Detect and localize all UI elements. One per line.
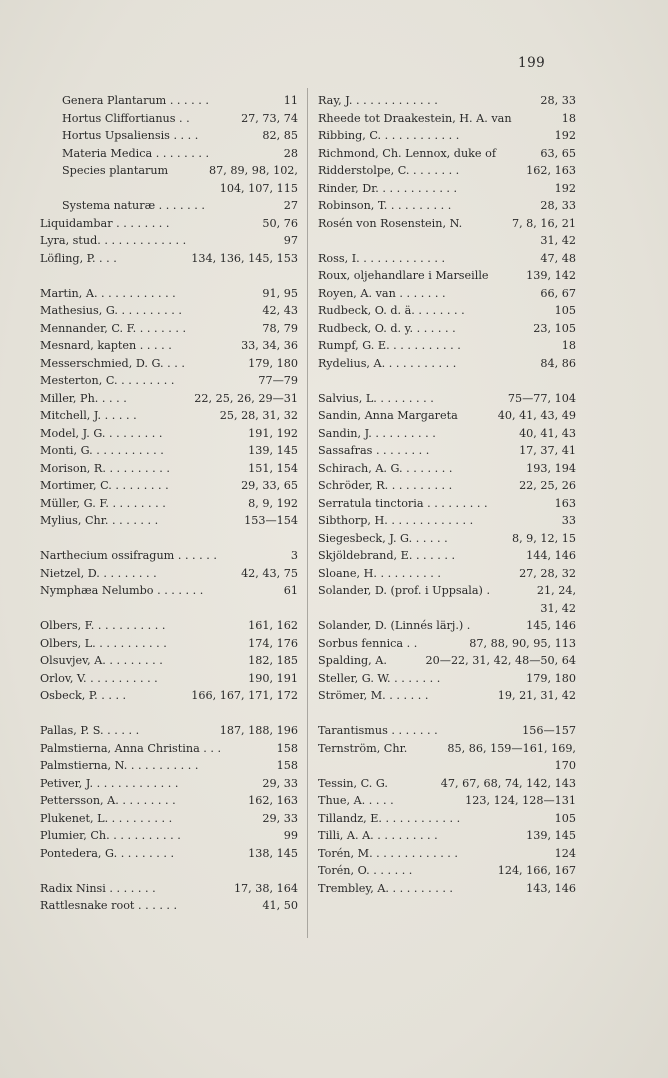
index-entry bbox=[318, 285, 576, 303]
index-entry bbox=[40, 617, 298, 635]
index-entry-pages: 151, 154 bbox=[248, 461, 298, 475]
index-entry-term: Lyra, stud. . . . . . . . . . . . . bbox=[40, 234, 187, 247]
index-entry-term: Nietzel, D. . . . . . . . . bbox=[40, 566, 157, 580]
index-entry bbox=[40, 355, 298, 373]
index-entry-pages: 31, 42 bbox=[540, 601, 576, 615]
index-entry-continuation bbox=[40, 180, 298, 198]
index-entry-term: Mylius, Chr. . . . . . . . bbox=[40, 514, 159, 527]
index-entry bbox=[40, 477, 298, 495]
index-entry-pages: 21, 24, bbox=[536, 584, 576, 597]
index-entry bbox=[40, 442, 298, 460]
index-column-left bbox=[40, 92, 298, 915]
index-entry-term: Robinson, T. . . . . . . . . . bbox=[318, 199, 452, 212]
index-entry bbox=[318, 92, 576, 110]
index-entry-term: Rosén von Rosenstein, N. bbox=[318, 216, 463, 230]
index-entry-pages: 174, 176 bbox=[248, 636, 298, 650]
index-entry-pages: 27, 28, 32 bbox=[519, 566, 576, 580]
index-entry bbox=[40, 775, 298, 793]
index-entry-pages: 124 bbox=[554, 846, 576, 860]
index-entry-pages: 193, 194 bbox=[526, 461, 576, 475]
index-entry-term: Pallas, P. S. . . . . . bbox=[40, 724, 140, 737]
index-entry-pages: 19, 21, 31, 42 bbox=[497, 689, 576, 702]
index-entry bbox=[40, 880, 298, 898]
index-entry-term: Palmstierna, N. . . . . . . . . . . bbox=[40, 759, 199, 772]
index-entry-pages: 139, 145 bbox=[526, 829, 576, 842]
index-entry-pages: 27 bbox=[283, 199, 298, 212]
index-entry-pages: 139, 145 bbox=[248, 444, 298, 457]
index-entry-term: Ternström, Chr. bbox=[318, 741, 408, 755]
index-entry-term: Mathesius, G. . . . . . . . . . bbox=[40, 304, 182, 317]
index-entry-pages: 158 bbox=[276, 759, 298, 772]
index-entry-term: Olsuvjev, A. . . . . . . . . bbox=[40, 654, 163, 667]
index-entry bbox=[40, 127, 298, 145]
index-entry-pages: 91, 95 bbox=[262, 286, 298, 300]
column-divider bbox=[307, 88, 308, 938]
index-entry bbox=[40, 390, 298, 408]
index-entry-term: Martin, A. . . . . . . . . . . . bbox=[40, 286, 176, 300]
index-entry bbox=[318, 320, 576, 338]
index-entry-pages: 153—154 bbox=[244, 514, 298, 527]
index-entry-pages: 25, 28, 31, 32 bbox=[219, 409, 298, 422]
index-entry-pages: 138, 145 bbox=[248, 846, 298, 860]
index-entry-pages: 17, 37, 41 bbox=[519, 444, 576, 457]
index-column-right bbox=[318, 92, 576, 897]
index-entry-pages: 84, 86 bbox=[540, 356, 576, 370]
index-entry-term: Olbers, F. . . . . . . . . . . bbox=[40, 619, 166, 632]
index-entry bbox=[318, 722, 576, 740]
index-entry-pages: 87, 89, 98, 102, bbox=[209, 164, 298, 177]
index-entry-term: Löfling, P. . . . bbox=[40, 251, 117, 265]
index-entry-term: Roux, oljehandlare i Marseille bbox=[318, 269, 489, 282]
index-entry-pages: 29, 33 bbox=[262, 811, 298, 825]
index-entry-pages: 23, 105 bbox=[533, 321, 576, 335]
index-entry-pages: 162, 163 bbox=[526, 164, 576, 177]
index-entry bbox=[40, 897, 298, 915]
index-entry bbox=[318, 582, 576, 600]
index-entry bbox=[40, 302, 298, 320]
index-entry-term: Radix Ninsi . . . . . . . bbox=[40, 881, 156, 895]
index-entry bbox=[318, 355, 576, 373]
index-entry-term: Genera Plantarum . . . . . . bbox=[62, 94, 209, 107]
index-entry-term: Mesterton, C. . . . . . . . . bbox=[40, 374, 175, 387]
index-entry bbox=[40, 722, 298, 740]
index-entry-pages: 104, 107, 115 bbox=[219, 181, 298, 195]
index-entry bbox=[318, 512, 576, 530]
index-entry-term: Model, J. G. . . . . . . . . bbox=[40, 426, 163, 440]
index-entry bbox=[40, 110, 298, 128]
index-entry bbox=[318, 565, 576, 583]
index-entry bbox=[40, 250, 298, 268]
index-entry-term: Siegesbeck, J. G. . . . . . bbox=[318, 531, 448, 545]
index-entry-term: Palmstierna, Anna Christina . . . bbox=[40, 741, 222, 755]
index-entry-pages: 17, 38, 164 bbox=[233, 881, 298, 895]
index-entry-pages: 156—157 bbox=[522, 724, 576, 737]
index-entry-term: Osbeck, P. . . . . bbox=[40, 689, 127, 702]
index-entry-term: Ray, J. . . . . . . . . . . . . bbox=[318, 94, 438, 107]
index-entry-term: Serratula tinctoria . . . . . . . . . bbox=[318, 496, 488, 510]
index-entry-pages: 61 bbox=[283, 584, 298, 597]
index-entry-term: Spalding, A. bbox=[318, 654, 387, 667]
index-entry-pages: 105 bbox=[554, 811, 576, 825]
index-entry bbox=[318, 127, 576, 145]
index-entry-pages: 8, 9, 192 bbox=[248, 496, 298, 510]
index-entry bbox=[40, 407, 298, 425]
index-entry-pages: 78, 79 bbox=[262, 321, 298, 335]
index-entry-term: Solander, D. (Linnés lärj.) . bbox=[318, 619, 471, 632]
index-entry-pages: 190, 191 bbox=[248, 671, 298, 685]
index-entry bbox=[40, 460, 298, 478]
index-entry-term: Tessin, C. G. bbox=[318, 776, 388, 790]
index-entry-pages: 192 bbox=[554, 129, 576, 142]
index-entry bbox=[318, 845, 576, 863]
index-entry bbox=[40, 232, 298, 250]
index-entry-term: Morison, R. . . . . . . . . . bbox=[40, 461, 170, 475]
index-entry bbox=[40, 757, 298, 775]
index-entry bbox=[40, 740, 298, 758]
index-entry-pages: 29, 33 bbox=[262, 776, 298, 790]
index-entry bbox=[318, 302, 576, 320]
index-entry bbox=[40, 827, 298, 845]
index-entry bbox=[318, 810, 576, 828]
index-entry-pages: 31, 42 bbox=[540, 234, 576, 247]
index-entry-pages: 145, 146 bbox=[526, 619, 576, 632]
index-entry-term: Sorbus fennica . . bbox=[318, 636, 418, 650]
index-entry-term: Tarantismus . . . . . . . bbox=[318, 724, 438, 737]
index-entry-pages: 42, 43 bbox=[262, 304, 298, 317]
index-entry bbox=[318, 425, 576, 443]
index-entry bbox=[40, 320, 298, 338]
index-entry bbox=[318, 460, 576, 478]
index-entry bbox=[318, 145, 576, 163]
index-entry-term: Rudbeck, O. d. y. . . . . . . bbox=[318, 321, 456, 335]
index-entry bbox=[40, 145, 298, 163]
index-entry-term: Sloane, H. . . . . . . . . . bbox=[318, 566, 441, 580]
index-entry-pages: 87, 88, 90, 95, 113 bbox=[469, 636, 576, 650]
index-entry bbox=[318, 792, 576, 810]
index-entry bbox=[318, 617, 576, 635]
index-entry-term: Sibthorp, H. . . . . . . . . . . . . bbox=[318, 514, 474, 527]
index-entry-pages: 192 bbox=[554, 181, 576, 195]
index-entry-pages: 85, 86, 159—161, 169, bbox=[447, 741, 576, 755]
index-entry-pages: 50, 76 bbox=[262, 216, 298, 230]
index-entry-term: Hortus Cliffortianus . . bbox=[62, 111, 190, 125]
index-entry bbox=[40, 162, 298, 180]
index-entry-term: Olbers, L. . . . . . . . . . . bbox=[40, 636, 167, 650]
index-entry bbox=[40, 372, 298, 390]
index-entry bbox=[40, 197, 298, 215]
index-entry-term: Mitchell, J. . . . . . bbox=[40, 409, 137, 422]
index-entry bbox=[40, 495, 298, 513]
index-entry bbox=[318, 390, 576, 408]
index-entry-pages: 82, 85 bbox=[262, 129, 298, 142]
index-entry-term: Petiver, J. . . . . . . . . . . . . bbox=[40, 776, 179, 790]
index-entry-term: Systema naturæ . . . . . . . bbox=[62, 199, 205, 212]
index-entry-pages: 8, 9, 12, 15 bbox=[511, 531, 576, 545]
index-entry bbox=[40, 337, 298, 355]
index-entry-continuation bbox=[318, 232, 576, 250]
index-entry-pages: 187, 188, 196 bbox=[219, 724, 298, 737]
index-entry-term: Liquidambar . . . . . . . . bbox=[40, 216, 170, 230]
index-entry bbox=[40, 92, 298, 110]
index-entry-pages: 123, 124, 128—131 bbox=[465, 794, 576, 807]
index-entry-term: Nymphæa Nelumbo . . . . . . . bbox=[40, 584, 204, 597]
index-entry-term: Royen, A. van . . . . . . . bbox=[318, 286, 446, 300]
index-entry-pages: 47, 67, 68, 74, 142, 143 bbox=[440, 776, 576, 790]
index-entry-term: Thue, A. . . . . bbox=[318, 794, 394, 807]
index-entry-pages: 105 bbox=[554, 304, 576, 317]
index-entry-term: Schröder, R. . . . . . . . . . bbox=[318, 479, 453, 492]
index-entry-pages: 18 bbox=[561, 111, 576, 125]
index-entry-term: Schirach, A. G. . . . . . . . bbox=[318, 461, 453, 475]
index-entry-term: Narthecium ossifragum . . . . . . bbox=[40, 549, 217, 562]
index-entry-term: Torén, M. . . . . . . . . . . . . bbox=[318, 846, 458, 860]
index-entry bbox=[318, 197, 576, 215]
index-entry bbox=[318, 740, 576, 758]
index-entry bbox=[318, 670, 576, 688]
index-entry-pages: 22, 25, 26 bbox=[519, 479, 576, 492]
index-entry-pages: 20—22, 31, 42, 48—50, 64 bbox=[425, 654, 576, 667]
index-entry-term: Messerschmied, D. G. . . . bbox=[40, 356, 185, 370]
index-entry-pages: 166, 167, 171, 172 bbox=[191, 689, 298, 702]
index-entry-term: Pontedera, G. . . . . . . . . bbox=[40, 846, 175, 860]
index-entry bbox=[40, 845, 298, 863]
index-entry-pages: 47, 48 bbox=[540, 251, 576, 265]
index-entry bbox=[40, 687, 298, 705]
index-entry-pages: 143, 146 bbox=[526, 881, 576, 895]
index-entry-term: Ribbing, C. . . . . . . . . . . . bbox=[318, 129, 460, 142]
index-entry-pages: 158 bbox=[276, 741, 298, 755]
index-entry-pages: 29, 33, 65 bbox=[241, 479, 298, 492]
index-entry-pages: 66, 67 bbox=[540, 286, 576, 300]
index-entry-term: Torén, O. . . . . . . bbox=[318, 864, 413, 877]
index-entry-pages: 75—77, 104 bbox=[507, 391, 576, 405]
index-entry-term: Mennander, C. F. . . . . . . . bbox=[40, 321, 187, 335]
index-entry bbox=[318, 775, 576, 793]
index-entry-pages: 77—79 bbox=[258, 374, 298, 387]
index-entry bbox=[40, 652, 298, 670]
index-entry-term: Richmond, Ch. Lennox, duke of bbox=[318, 146, 496, 160]
index-entry-term: Ross, I. . . . . . . . . . . . . bbox=[318, 251, 446, 265]
index-entry-term: Tillandz, E. . . . . . . . . . . . bbox=[318, 811, 461, 825]
index-entry-pages: 170 bbox=[554, 759, 576, 772]
index-entry-pages: 42, 43, 75 bbox=[241, 566, 298, 580]
index-entry bbox=[318, 652, 576, 670]
index-entry-pages: 124, 166, 167 bbox=[497, 864, 576, 877]
index-entry-term: Sassafras . . . . . . . . bbox=[318, 444, 430, 457]
index-entry-term: Rheede tot Draakestein, H. A. van bbox=[318, 111, 512, 125]
index-entry bbox=[318, 250, 576, 268]
index-entry bbox=[318, 687, 576, 705]
index-entry bbox=[318, 827, 576, 845]
index-entry-term: Sandin, J. . . . . . . . . . bbox=[318, 426, 436, 440]
index-entry bbox=[318, 635, 576, 653]
index-entry-term: Müller, G. F. . . . . . . . . bbox=[40, 496, 166, 510]
index-entry-pages: 41, 50 bbox=[262, 899, 298, 912]
index-entry bbox=[318, 110, 576, 128]
index-entry-pages: 11 bbox=[283, 94, 298, 107]
index-entry-pages: 134, 136, 145, 153 bbox=[191, 251, 298, 265]
index-entry-pages: 161, 162 bbox=[248, 619, 298, 632]
index-entry-term: Sandin, Anna Margareta bbox=[318, 409, 458, 422]
index-entry-term: Rattlesnake root . . . . . . bbox=[40, 899, 178, 912]
index-entry-term: Mortimer, C. . . . . . . . . bbox=[40, 479, 169, 492]
index-entry-pages: 163 bbox=[554, 496, 576, 510]
index-entry bbox=[318, 442, 576, 460]
index-entry-term: Mesnard, kapten . . . . . bbox=[40, 339, 172, 352]
index-entry bbox=[40, 425, 298, 443]
index-entry-term: Skjöldebrand, E. . . . . . . bbox=[318, 549, 456, 562]
index-entry-pages: 179, 180 bbox=[248, 356, 298, 370]
index-entry-pages: 99 bbox=[283, 829, 298, 842]
index-entry bbox=[318, 862, 576, 880]
index-entry-term: Rumpf, G. E. . . . . . . . . . . bbox=[318, 339, 461, 352]
index-entry-pages: 33 bbox=[561, 514, 576, 527]
index-entry-pages: 144, 146 bbox=[526, 549, 576, 562]
index-entry-term: Hortus Upsaliensis . . . . bbox=[62, 129, 199, 142]
index-entry-term: Pettersson, A. . . . . . . . . bbox=[40, 794, 176, 807]
index-entry-pages: 191, 192 bbox=[248, 426, 298, 440]
index-entry bbox=[318, 477, 576, 495]
index-entry-term: Ridderstolpe, C. . . . . . . . bbox=[318, 164, 460, 177]
index-entry-pages: 63, 65 bbox=[540, 146, 576, 160]
index-entry bbox=[40, 512, 298, 530]
index-entry bbox=[318, 495, 576, 513]
index-entry-term: Orlov, V. . . . . . . . . . . bbox=[40, 671, 158, 685]
index-entry-term: Salvius, L. . . . . . . . . bbox=[318, 391, 434, 405]
index-entry bbox=[40, 547, 298, 565]
index-entry-term: Solander, D. (prof. i Uppsala) . bbox=[318, 584, 491, 597]
index-entry bbox=[318, 215, 576, 233]
index-entry bbox=[318, 547, 576, 565]
index-entry-pages: 162, 163 bbox=[248, 794, 298, 807]
index-entry-pages: 28, 33 bbox=[540, 94, 576, 107]
index-entry bbox=[318, 880, 576, 898]
index-entry bbox=[318, 530, 576, 548]
index-entry-pages: 40, 41, 43 bbox=[519, 426, 576, 440]
index-entry bbox=[40, 635, 298, 653]
index-entry-pages: 7, 8, 16, 21 bbox=[511, 216, 576, 230]
index-entry-term: Tilli, A. A. . . . . . . . . . bbox=[318, 829, 438, 842]
index-entry-pages: 27, 73, 74 bbox=[241, 111, 298, 125]
index-entry-pages: 139, 142 bbox=[526, 269, 576, 282]
index-entry-term: Plukenet, L. . . . . . . . . . bbox=[40, 811, 173, 825]
index-entry bbox=[40, 810, 298, 828]
index-entry-term: Miller, Ph. . . . . bbox=[40, 391, 127, 405]
index-entry-continuation bbox=[318, 600, 576, 618]
index-entry-continuation bbox=[318, 757, 576, 775]
index-entry-term: Steller, G. W. . . . . . . . bbox=[318, 671, 441, 685]
index-entry bbox=[318, 337, 576, 355]
index-entry-pages: 33, 34, 36 bbox=[241, 339, 298, 352]
page-number: 199 bbox=[518, 55, 546, 71]
index-entry-pages: 40, 41, 43, 49 bbox=[497, 409, 576, 422]
index-entry-pages: 97 bbox=[283, 234, 298, 247]
index-entry bbox=[318, 407, 576, 425]
index-entry-pages: 182, 185 bbox=[248, 654, 298, 667]
index-entry-pages: 28 bbox=[283, 146, 298, 160]
index-entry bbox=[40, 565, 298, 583]
index-entry-term: Trembley, A. . . . . . . . . . bbox=[318, 881, 453, 895]
index-entry-term: Rinder, Dr. . . . . . . . . . . . bbox=[318, 181, 458, 195]
index-entry bbox=[40, 215, 298, 233]
index-entry bbox=[318, 162, 576, 180]
index-entry bbox=[318, 267, 576, 285]
index-entry-term: Strömer, M. . . . . . . bbox=[318, 689, 429, 702]
index-entry-pages: 22, 25, 26, 29—31 bbox=[194, 391, 298, 405]
index-entry-term: Plumier, Ch. . . . . . . . . . . bbox=[40, 829, 181, 842]
index-entry-term: Rudbeck, O. d. ä. . . . . . . . bbox=[318, 304, 465, 317]
index-entry-term: Monti, G. . . . . . . . . . . bbox=[40, 444, 164, 457]
index-entry-term: Materia Medica . . . . . . . . bbox=[62, 146, 210, 160]
index-entry-pages: 179, 180 bbox=[526, 671, 576, 685]
index-entry-pages: 3 bbox=[290, 549, 298, 562]
index-entry bbox=[40, 792, 298, 810]
index-entry bbox=[40, 670, 298, 688]
index-entry-term: Species plantarum bbox=[62, 164, 169, 177]
index-entry-pages: 18 bbox=[561, 339, 576, 352]
index-entry bbox=[318, 180, 576, 198]
index-entry-term: Rydelius, A. . . . . . . . . . . bbox=[318, 356, 457, 370]
index-entry bbox=[40, 582, 298, 600]
index-entry bbox=[40, 285, 298, 303]
index-entry-pages: 28, 33 bbox=[540, 199, 576, 212]
